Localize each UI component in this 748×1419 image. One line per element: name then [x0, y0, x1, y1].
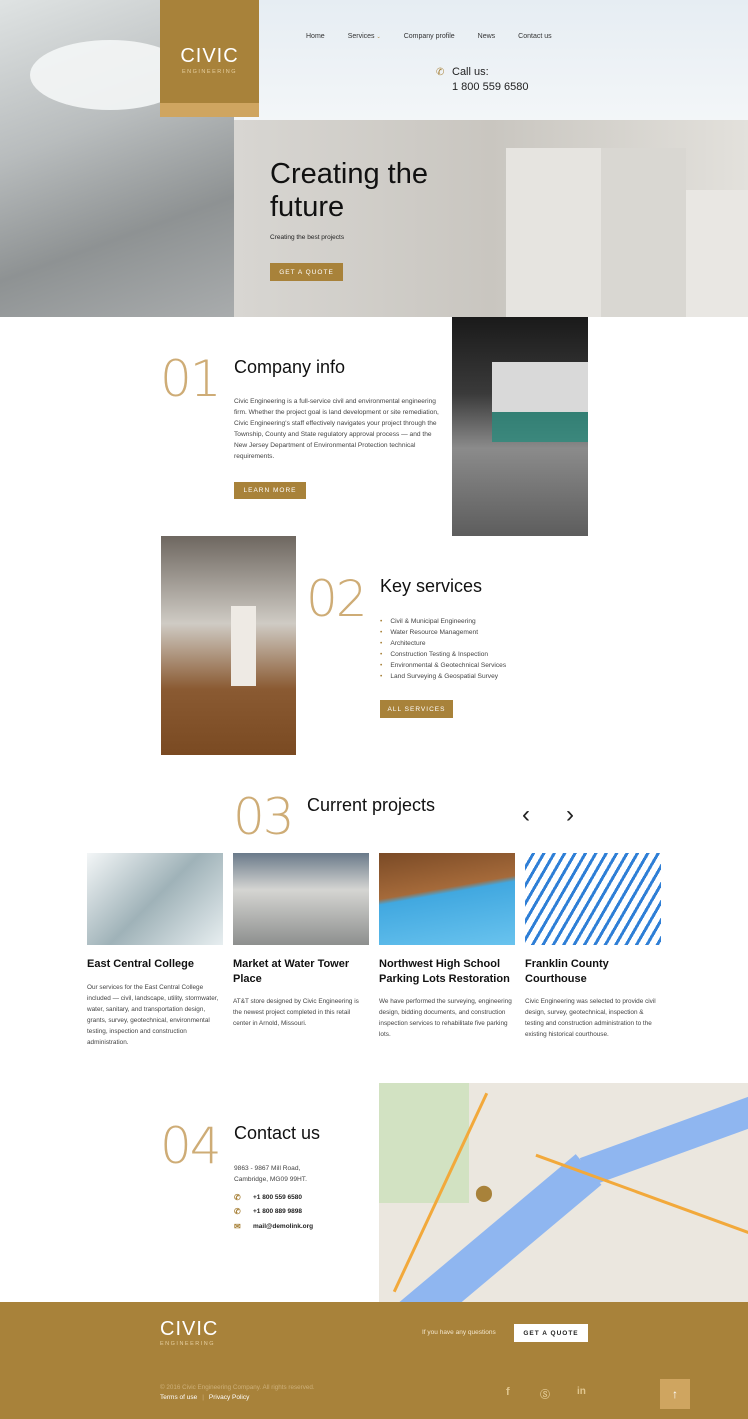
project-text: Civic Engineering was selected to provide civil design, survey, geotechnical, inspection & testing and construction administration to the existing historical courthouse. — [525, 998, 656, 1038]
phone-icon: ✆ — [234, 1192, 241, 1202]
main-nav — [306, 33, 575, 40]
hero-subtitle: Creating the best projects — [270, 234, 345, 241]
project-title: Franklin County Courthouse — [525, 958, 609, 985]
project-text: Our services for the East Central College included — civil, landscape, utility, stormwater, water, sanitary, and transportation design, grants, survey, geotechnical, environmental testing, inspection and construction administration. — [87, 983, 219, 1046]
footer: CIVIC ENGINEERING If you have any questions GET A QUOTE © 2016 Civic Engineering Company. All rights reserved. Terms of use | Privacy Policy f Ⓢ in ↑ — [0, 1302, 748, 1419]
service-item: • Civil & Municipal Engineering — [380, 616, 506, 627]
call-number[interactable]: 1 800 559 6580 — [452, 81, 529, 93]
project-text: AT&T store designed by Civic Engineering is the newest project completed in this retail center in Arnold, Missouri. — [233, 998, 359, 1027]
all-services-button[interactable]: ALL SERVICES — [380, 700, 453, 718]
section-title: Key services — [380, 576, 483, 596]
project-image — [379, 853, 515, 945]
footer-logo-name: CIVIC — [160, 1318, 219, 1340]
address-line: Cambridge, MG09 99HT. — [234, 1176, 307, 1183]
nav-home[interactable]: Home — [306, 33, 325, 40]
project-title: Northwest High School Parking Lots Restoration — [379, 958, 510, 985]
phone-icon: ✆ — [436, 67, 445, 78]
service-item: • Environmental & Geotechnical Services — [380, 660, 506, 671]
project-image — [87, 853, 223, 945]
section-number: 02 — [306, 570, 366, 628]
services-list — [380, 616, 506, 682]
email[interactable] — [234, 1219, 313, 1234]
email-text: mail@demolink.org — [253, 1222, 314, 1230]
phone-2-text: +1 800 889 9898 — [253, 1208, 302, 1216]
phone-1[interactable] — [234, 1190, 313, 1205]
company-info-text: Civic Engineering is a full-service civil and environmental engineering firm. Whether the project goal is land development or site remediation, Civic Engineering's staff effectively navigates your project through the Township, County and State regulatory approval process — and the New Jersey Department of Environmental Protection technical requirements. — [234, 398, 439, 460]
project-card[interactable] — [379, 853, 515, 1048]
footer-question: If you have any questions — [422, 1329, 496, 1336]
linkedin-icon[interactable]: in — [577, 1386, 586, 1397]
logo[interactable] — [160, 0, 259, 117]
map[interactable] — [379, 1083, 748, 1302]
pool-image — [452, 317, 588, 536]
nav-news[interactable]: News — [477, 33, 496, 40]
copyright: © 2016 Civic Engineering Company. All rights reserved. — [160, 1384, 315, 1391]
next-arrow-icon[interactable]: › — [566, 801, 574, 828]
project-image — [525, 853, 661, 945]
footer-logo[interactable] — [160, 1318, 218, 1347]
project-card[interactable] — [87, 853, 223, 1048]
section-title: Company info — [234, 357, 346, 377]
project-title: Market at Water Tower Place — [233, 958, 350, 985]
corridor-image — [161, 536, 296, 755]
hero-title: Creating the future — [270, 158, 428, 223]
phone-2[interactable] — [234, 1205, 313, 1220]
service-item: • Construction Testing & Inspection — [380, 649, 506, 660]
project-image — [233, 853, 369, 945]
chevron-down-icon: ⌄ — [376, 34, 381, 40]
service-item: • Land Surveying & Geospatial Survey — [380, 671, 506, 682]
project-title: East Central College — [87, 958, 194, 970]
section-title: Contact us — [234, 1123, 321, 1143]
terms-link[interactable]: Terms of use — [160, 1394, 198, 1401]
service-item: • Architecture — [380, 638, 506, 649]
nav-company-profile[interactable]: Company profile — [403, 33, 455, 40]
service-item: • Water Resource Management — [380, 627, 506, 638]
nav-services-label: Services — [347, 33, 375, 40]
facebook-icon[interactable]: f — [506, 1386, 510, 1398]
hero-sky — [234, 0, 748, 120]
phone-icon: ✆ — [234, 1207, 241, 1217]
logo-name: CIVIC — [180, 45, 239, 67]
get-quote-button[interactable]: GET A QUOTE — [270, 263, 343, 281]
address-line: 9863 - 9867 Mill Road, — [234, 1165, 301, 1172]
scroll-top-button[interactable] — [660, 1379, 690, 1409]
projects-list — [87, 853, 661, 1048]
footer-logo-sub: ENGINEERING — [160, 1341, 216, 1347]
nav-contact[interactable]: Contact us — [518, 33, 552, 40]
project-card[interactable] — [525, 853, 661, 1048]
skype-icon[interactable]: Ⓢ — [540, 1390, 550, 1401]
section-number: 03 — [233, 788, 293, 846]
section-number: 01 — [160, 350, 220, 408]
prev-arrow-icon[interactable]: ‹ — [522, 801, 530, 828]
learn-more-button[interactable]: LEARN MORE — [234, 482, 306, 499]
arrow-up-icon: ↑ — [672, 1387, 678, 1401]
phone-1-text: +1 800 559 6580 — [253, 1193, 302, 1201]
section-title: Current projects — [307, 795, 436, 815]
call-label: Call us: — [452, 66, 489, 78]
footer-get-quote-button[interactable]: GET A QUOTE — [514, 1324, 588, 1342]
section-number: 04 — [160, 1117, 220, 1175]
project-card[interactable] — [233, 853, 369, 1048]
nav-services[interactable] — [348, 33, 381, 40]
project-text: We have performed the surveying, engineering design, bidding documents, and construction inspection services to rehabilitate five parking lots. — [379, 998, 512, 1038]
map-pin-icon: ⬤ — [475, 1185, 493, 1202]
logo-sub: ENGINEERING — [181, 69, 237, 75]
privacy-link[interactable]: Privacy Policy — [208, 1394, 250, 1401]
mail-icon: ✉ — [234, 1221, 241, 1231]
